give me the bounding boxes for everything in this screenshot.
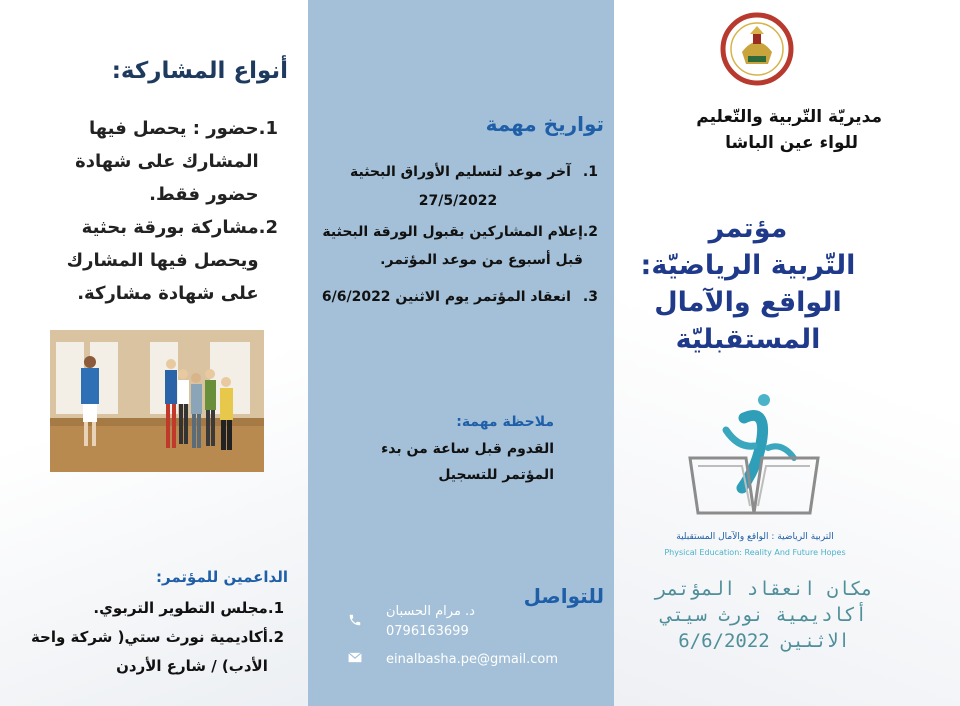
conference-title-line-2: الواقع والآمال	[654, 287, 842, 318]
list-number: 2.	[582, 224, 598, 240]
list-number: 1.	[582, 164, 598, 180]
list-number: 2.	[267, 628, 284, 646]
ministry-emblem-logo	[720, 12, 794, 86]
list-item	[318, 218, 598, 274]
contact-email[interactable]: einalbasha.pe@gmail.com	[386, 652, 559, 667]
list-text: إعلام المشاركين بقبول الورقة البحثية قبل أسبوع من موعد المؤتمر.	[322, 224, 583, 268]
conference-logo	[684, 388, 824, 530]
note-title: ملاحظة مهمة:	[456, 414, 554, 430]
book-figure-icon	[684, 388, 824, 530]
list-text: انعقاد المؤتمر يوم الاثنين 6/6/2022	[321, 289, 571, 305]
venue-block	[644, 576, 884, 654]
directorate-line-2: للواء عين الباشا	[725, 133, 858, 153]
contact-email-row	[348, 652, 558, 667]
list-text: مشاركة بورقة بحثية ويحصل فيها المشارك على شهادة مشاركة.	[66, 217, 259, 304]
participation-types-list	[38, 112, 278, 310]
directorate-name	[696, 104, 882, 156]
conference-label: مؤتمر	[708, 213, 788, 244]
directorate-line-1: مديريّة التّربية والتّعليم	[696, 107, 882, 127]
contact-phone-row	[348, 602, 475, 642]
gym-photo-graphic	[50, 330, 264, 472]
middle-panel	[308, 0, 614, 706]
phone-icon	[348, 613, 368, 631]
list-item	[14, 623, 284, 681]
important-dates-list	[318, 160, 598, 314]
contact-title: للتواصل	[523, 584, 604, 608]
left-panel	[0, 0, 308, 706]
venue-line-1: مكان انعقاد المؤتمر	[655, 578, 873, 600]
list-text: مجلس التطوير التربوي.	[93, 599, 268, 617]
logo-caption-arabic: التربية الرياضية : الواقع والآمال المستقبلية	[676, 532, 834, 542]
important-dates-title: تواريخ مهمة	[485, 112, 604, 136]
list-item	[318, 160, 598, 184]
email-icon	[348, 652, 368, 667]
right-panel	[614, 0, 960, 706]
list-item-date	[318, 184, 598, 218]
list-item	[38, 211, 278, 310]
note-text: القدوم قبل ساعة من بدء المؤتمر للتسجيل	[381, 441, 554, 483]
venue-line-2: أكاديمية نورث سيتي	[661, 604, 867, 626]
list-item	[318, 280, 598, 314]
participation-types-title: أنواع المشاركة:	[111, 58, 288, 84]
list-text: حضور : يحصل فيها المشارك على شهادة حضور فقط.	[75, 118, 259, 205]
deadline-date: 27/5/2022	[418, 193, 498, 209]
contact-name: د. مرام الحسبان	[386, 604, 475, 619]
list-number: 1.	[267, 599, 284, 617]
venue-line-3: الاثنين 6/6/2022	[678, 630, 850, 652]
logo-caption-english: Physical Education: Reality And Future Hopes	[664, 548, 846, 557]
gym-photo	[50, 330, 264, 472]
sponsors-list	[14, 594, 284, 681]
list-item	[38, 112, 278, 211]
conference-title-line-1: التّربية الرياضيّة:	[640, 250, 856, 281]
conference-title	[628, 210, 868, 358]
list-text: آخر موعد لتسليم الأوراق البحثية	[350, 164, 571, 180]
conference-title-line-3: المستقبليّة	[675, 324, 821, 355]
list-number: 2.	[258, 217, 278, 238]
list-item	[14, 594, 284, 623]
contact-phone[interactable]: 0796163699	[386, 624, 469, 639]
sponsors-title: الداعمين للمؤتمر:	[156, 568, 288, 586]
list-number: 1.	[258, 118, 278, 139]
list-number: 3.	[582, 289, 598, 305]
list-text: أكاديمية نورث ستي( شركة واحة الأدب) / شارع الأردن	[30, 628, 268, 675]
